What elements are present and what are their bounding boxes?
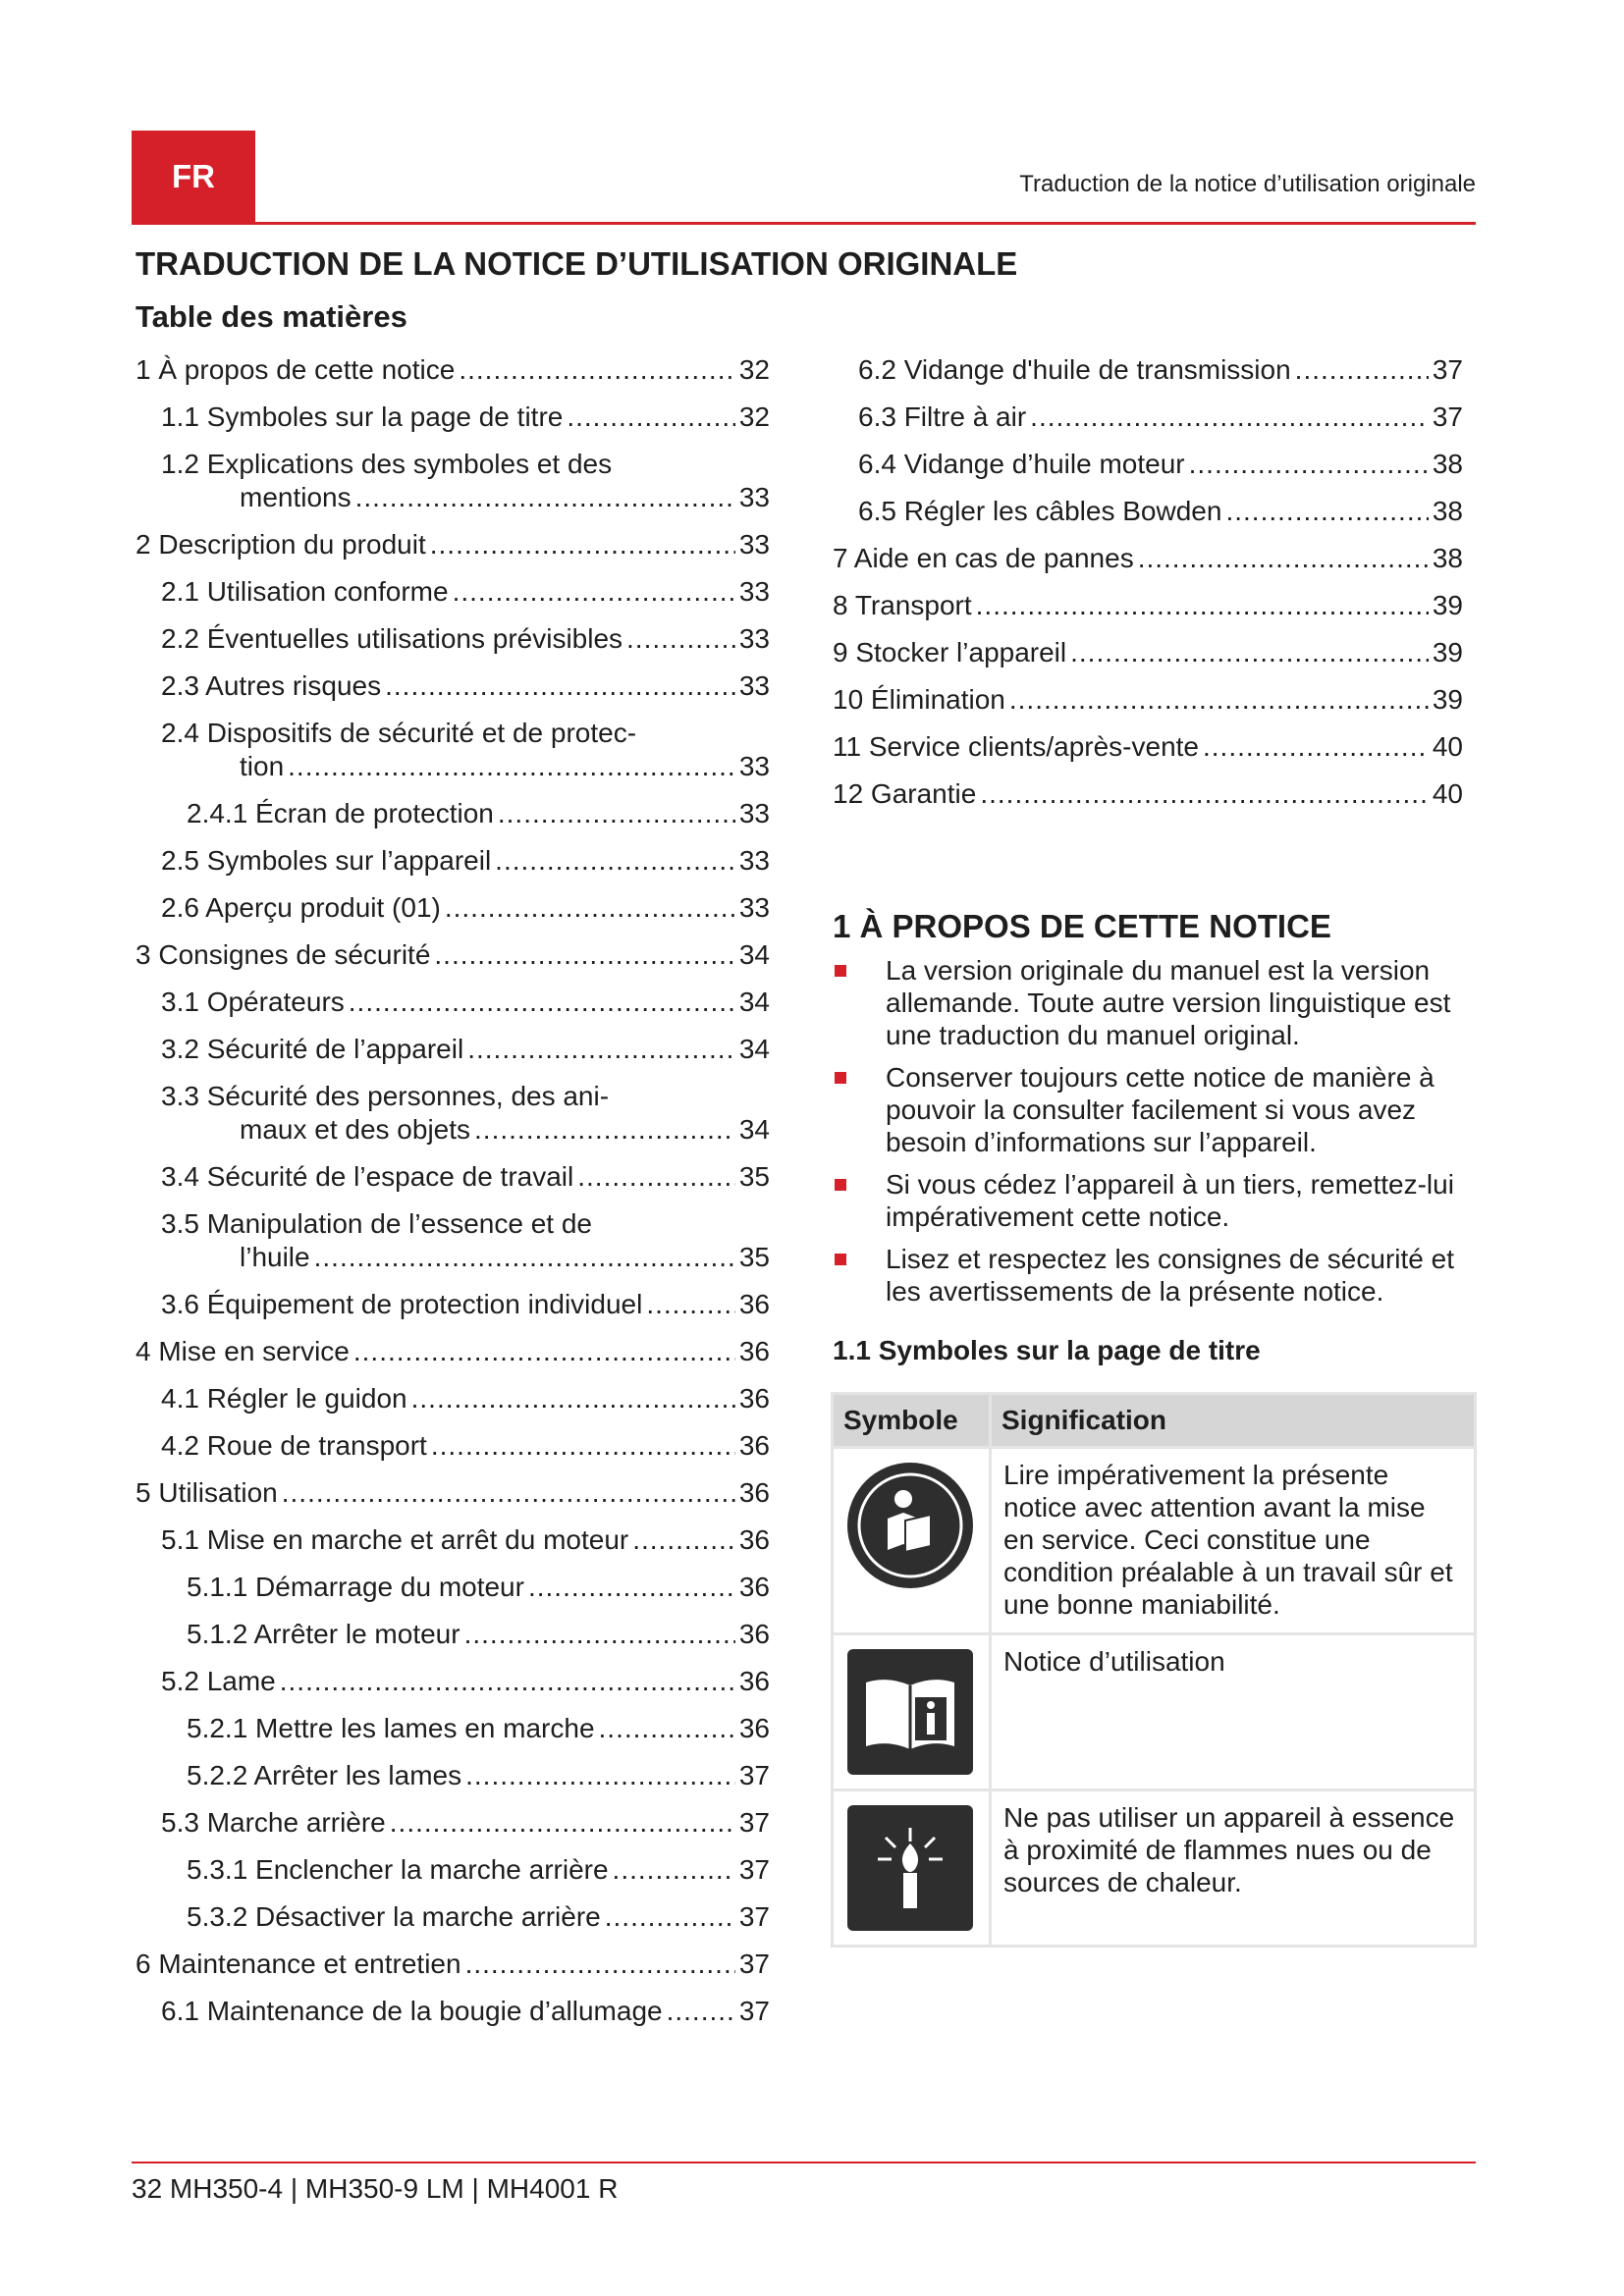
toc-entry [833, 448, 1463, 481]
toc-page-number: 37 [738, 1996, 770, 2026]
toc-entry-title: 2.2 Éventuelles utilisations prévisibles [161, 623, 623, 654]
toc-leader [976, 589, 1429, 622]
toc-page-number: 37 [1432, 401, 1463, 432]
toc-entry-title: 6.5 Régler les câbles Bowden [858, 496, 1222, 526]
toc-leader [434, 938, 734, 972]
toc-entry [135, 1429, 770, 1463]
toc-entry [135, 1712, 770, 1745]
section-1-bullets [833, 954, 1471, 1317]
toc-entry-title: 5.3 Marche arrière [161, 1807, 386, 1838]
toc-leader [314, 1241, 735, 1274]
toc-page-number: 36 [738, 1666, 770, 1696]
document-title: TRADUCTION DE LA NOTICE D’UTILISATION ORIGINALE [135, 245, 1018, 282]
toc-entry-title-cont: mentions [240, 482, 352, 512]
toc-page-number: 38 [1432, 449, 1463, 479]
toc-leader [626, 622, 735, 656]
toc-page-number: 33 [738, 892, 770, 923]
toc-entry [135, 1948, 770, 1981]
col-meaning-header: Signification [991, 1394, 1476, 1448]
toc-entry [833, 353, 1463, 387]
toc-entry-title: 6.1 Maintenance de la bougie d’allumage [161, 1996, 663, 2026]
toc-entry [833, 495, 1463, 528]
toc-entry-title: 4.1 Régler le guidon [161, 1383, 407, 1414]
toc-entry-title: 2.3 Autres risques [161, 670, 382, 701]
toc-leader [465, 1759, 735, 1792]
language-badge: FR [132, 131, 255, 222]
toc-entry-title: 2.5 Symboles sur l’appareil [161, 845, 492, 876]
meaning-cell: Ne pas utiliser un appareil à essence à proximité de flammes nues ou de sources de chaleur. [991, 1790, 1476, 1947]
toc-leader [1009, 683, 1429, 717]
toc-entry-title: 5.3.2 Désactiver la marche arrière [187, 1901, 601, 1932]
toc-entry-title-cont: maux et des objets [240, 1114, 471, 1145]
toc-leader [1203, 730, 1429, 764]
toc-entry-title: 2 Description du produit [135, 529, 426, 560]
toc-page-number: 37 [738, 1760, 770, 1790]
toc-leader [567, 400, 735, 434]
toc-entry-title: 5.1 Mise en marche et arrêt du moteur [161, 1524, 629, 1555]
toc-entry-title: 1.2 Explications des symboles et des [161, 449, 613, 479]
toc-page-number: 40 [1432, 731, 1463, 762]
toc-leader [1225, 495, 1428, 528]
toc-page-number: 33 [738, 751, 770, 781]
toc-entry [135, 1033, 770, 1066]
toc-entry-title: 6.3 Filtre à air [858, 401, 1027, 432]
toc-entry [135, 1080, 770, 1147]
toc-entry-title: 3.5 Manipulation de l’essence et de [161, 1208, 592, 1239]
toc-leader [577, 1160, 735, 1194]
table-row [833, 1634, 1476, 1790]
toc-page-number: 40 [1432, 778, 1463, 809]
toc-leader [498, 797, 735, 830]
toc-page-number: 36 [738, 1524, 770, 1555]
symbols-table [831, 1392, 1477, 1948]
toc-page-number: 39 [1432, 684, 1463, 715]
toc-page-number: 37 [738, 1807, 770, 1838]
table-row [833, 1790, 1476, 1947]
toc-entry [135, 1618, 770, 1651]
toc-leader [1295, 353, 1429, 387]
toc-page-number: 34 [738, 939, 770, 970]
toc-right-column [833, 353, 1463, 825]
meaning-cell: Lire impérativement la présente notice avec attention avant la mise en service. Ceci constitue une condition préalable à un travail sûr et une bonne maniabilité. [991, 1448, 1476, 1634]
toc-page-number: 33 [738, 623, 770, 654]
toc-page-number: 36 [738, 1383, 770, 1414]
toc-entry [135, 1995, 770, 2028]
toc-entry-title: 3.2 Sécurité de l’appareil [161, 1034, 464, 1064]
toc-page-number: 34 [738, 987, 770, 1017]
toc-entry-title: 11 Service clients/après-vente [833, 731, 1199, 762]
toc-entry [833, 730, 1463, 764]
toc-leader [465, 1948, 735, 1981]
toc-entry-title-cont: l’huile [240, 1242, 310, 1272]
toc-entry [833, 777, 1463, 811]
bullet-item: La version originale du manuel est la version allemande. Toute autre version linguistique est une traduction du manuel original. [833, 954, 1471, 1051]
toc-entry-title: 10 Élimination [833, 684, 1005, 715]
section-1-heading: 1 À PROPOS DE CETTE NOTICE [833, 908, 1331, 944]
toc-entry-title: 2.4.1 Écran de protection [187, 798, 494, 828]
toc-entry [135, 1382, 770, 1415]
toc-page-number: 33 [738, 670, 770, 701]
toc-entry [135, 448, 770, 514]
toc-entry [135, 1335, 770, 1368]
toc-entry-title: 2.6 Aperçu produit (01) [161, 892, 441, 923]
toc-entry [135, 891, 770, 925]
header-title: Traduction de la notice d’utilisation originale [1019, 171, 1476, 197]
toc-leader [667, 1995, 735, 2028]
toc-entry [135, 1806, 770, 1840]
toc-entry [833, 636, 1463, 669]
toc-entry [135, 1288, 770, 1321]
toc-leader [528, 1571, 735, 1604]
toc-entry [135, 1853, 770, 1887]
toc-page-number: 35 [738, 1161, 770, 1192]
toc-entry [833, 542, 1463, 575]
toc-entry-title: 5.2.2 Arrêter les lames [187, 1760, 462, 1790]
footer-divider [132, 2162, 1476, 2163]
toc-entry-title: 4 Mise en service [135, 1336, 350, 1366]
toc-page-number: 37 [738, 1901, 770, 1932]
toc-leader [1030, 400, 1429, 434]
toc-entry [833, 589, 1463, 622]
toc-leader [646, 1288, 735, 1321]
toc-leader [467, 1033, 735, 1066]
toc-entry-title: 3.3 Sécurité des personnes, des ani- [161, 1081, 610, 1111]
toc-entry-title: 12 Garantie [833, 778, 977, 809]
bullet-item: Conserver toujours cette notice de manière à pouvoir la consulter facilement si vous avez besoin d’informations sur l’appareil. [833, 1061, 1471, 1158]
toc-page-number: 36 [738, 1572, 770, 1602]
toc-page-number: 39 [1432, 637, 1463, 667]
toc-leader [464, 1618, 735, 1651]
toc-entry-title: 5.2 Lame [161, 1666, 276, 1696]
toc-leader [1189, 448, 1429, 481]
toc-page-number: 32 [738, 354, 770, 385]
toc-leader [459, 353, 735, 387]
toc-leader [632, 1523, 735, 1557]
toc-page-number: 33 [738, 845, 770, 876]
toc-entry-title: 3.4 Sécurité de l’espace de travail [161, 1161, 574, 1192]
toc-entry-title: 1 À propos de cette notice [135, 354, 456, 385]
toc-page-number: 33 [738, 576, 770, 607]
toc-entry-title: 4.2 Roue de transport [161, 1430, 427, 1461]
toc-entry-title: 3 Consignes de sécurité [135, 939, 431, 970]
footer-text: 32 MH350-4 | MH350-9 LM | MH4001 R [132, 2173, 619, 2204]
toc-leader [1138, 542, 1429, 575]
toc-entry [135, 1759, 770, 1792]
toc-entry [135, 353, 770, 387]
toc-page-number: 36 [738, 1336, 770, 1366]
toc-leader [1070, 636, 1429, 669]
toc-leader [411, 1382, 735, 1415]
toc-page-number: 33 [738, 482, 770, 512]
toc-entry [135, 669, 770, 703]
toc-entry-title: 2.1 Utilisation conforme [161, 576, 449, 607]
toc-leader [613, 1853, 735, 1887]
toc-entry-title: 3.6 Équipement de protection individuel [161, 1289, 643, 1319]
toc-entry [833, 400, 1463, 434]
toc-leader [453, 575, 735, 609]
toc-entry [135, 1523, 770, 1557]
toc-entry [135, 844, 770, 878]
toc-page-number: 32 [738, 401, 770, 432]
toc-entry-title: 7 Aide en cas de pannes [833, 543, 1134, 573]
toc-page-number: 37 [1432, 354, 1463, 385]
toc-entry-title: 3.1 Opérateurs [161, 987, 345, 1017]
toc-entry [135, 797, 770, 830]
toc-page-number: 36 [738, 1477, 770, 1508]
toc-page-number: 36 [738, 1289, 770, 1319]
toc-page-number: 34 [738, 1114, 770, 1145]
toc-entry-title: 5.1.1 Démarrage du moteur [187, 1572, 524, 1602]
toc-page-number: 34 [738, 1034, 770, 1064]
toc-page-number: 37 [738, 1949, 770, 1979]
toc-page-number: 38 [1432, 496, 1463, 526]
toc-leader [349, 986, 735, 1019]
toc-leader [353, 1335, 735, 1368]
read-manual-icon [847, 1463, 973, 1588]
toc-entry [135, 1160, 770, 1194]
toc-leader [980, 777, 1429, 811]
toc-entry-title-cont: tion [240, 751, 285, 781]
toc-entry-title: 6.4 Vidange d’huile moteur [858, 449, 1185, 479]
toc-entry [135, 400, 770, 434]
toc-entry-title: 2.4 Dispositifs de sécurité et de protec- [161, 718, 637, 748]
toc-page-number: 36 [738, 1430, 770, 1461]
toc-entry [135, 1476, 770, 1510]
toc-leader [390, 1806, 735, 1840]
toc-leader [599, 1712, 735, 1745]
bullet-item: Si vous cédez l’appareil à un tiers, remettez-lui impérativement cette notice. [833, 1168, 1471, 1233]
toc-leader [605, 1900, 735, 1934]
toc-entry [135, 622, 770, 656]
toc-entry [135, 717, 770, 783]
toc-entry [135, 938, 770, 972]
toc-entry-title: 5.2.1 Mettre les lames en marche [187, 1713, 595, 1743]
toc-entry [135, 528, 770, 561]
toc-leader [495, 844, 735, 878]
toc-entry [135, 1665, 770, 1698]
toc-page-number: 35 [738, 1242, 770, 1272]
meaning-cell: Notice d’utilisation [991, 1634, 1476, 1790]
toc-page-number: 36 [738, 1713, 770, 1743]
toc-title: Table des matières [135, 299, 407, 334]
toc-entry-title: 6 Maintenance et entretien [135, 1949, 461, 1979]
toc-entry [135, 986, 770, 1019]
toc-entry [135, 575, 770, 609]
toc-leader [431, 1429, 735, 1463]
toc-entry-title: 5.1.2 Arrêter le moteur [187, 1619, 460, 1649]
toc-page-number: 38 [1432, 543, 1463, 573]
toc-entry [135, 1900, 770, 1934]
toc-page-number: 39 [1432, 590, 1463, 620]
toc-page-number: 33 [738, 798, 770, 828]
no-open-flame-icon [847, 1805, 973, 1931]
toc-leader [474, 1113, 735, 1147]
table-row [833, 1448, 1476, 1634]
toc-leader [280, 1665, 735, 1698]
toc-entry [135, 1571, 770, 1604]
toc-left-column [135, 353, 770, 2042]
toc-leader [288, 750, 735, 783]
header-divider [132, 222, 1476, 225]
toc-leader [385, 669, 735, 703]
toc-entry [135, 1207, 770, 1274]
toc-page-number: 36 [738, 1619, 770, 1649]
toc-entry [833, 683, 1463, 717]
col-symbol-header: Symbole [833, 1394, 991, 1448]
toc-leader [430, 528, 735, 561]
toc-entry-title: 5.3.1 Enclencher la marche arrière [187, 1854, 609, 1885]
toc-entry-title: 6.2 Vidange d'huile de transmission [858, 354, 1291, 385]
toc-leader [355, 481, 735, 514]
toc-entry-title: 8 Transport [833, 590, 972, 620]
toc-entry-title: 9 Stocker l’appareil [833, 637, 1067, 667]
toc-page-number: 33 [738, 529, 770, 560]
toc-leader [282, 1476, 735, 1510]
bullet-item: Lisez et respectez les consignes de sécurité et les avertissements de la présente notice. [833, 1243, 1471, 1308]
toc-entry-title: 5 Utilisation [135, 1477, 278, 1508]
toc-entry-title: 1.1 Symboles sur la page de titre [161, 401, 564, 432]
manual-info-icon [847, 1649, 973, 1775]
toc-page-number: 37 [738, 1854, 770, 1885]
toc-leader [445, 891, 735, 925]
section-1-1-heading: 1.1 Symboles sur la page de titre [833, 1335, 1261, 1365]
